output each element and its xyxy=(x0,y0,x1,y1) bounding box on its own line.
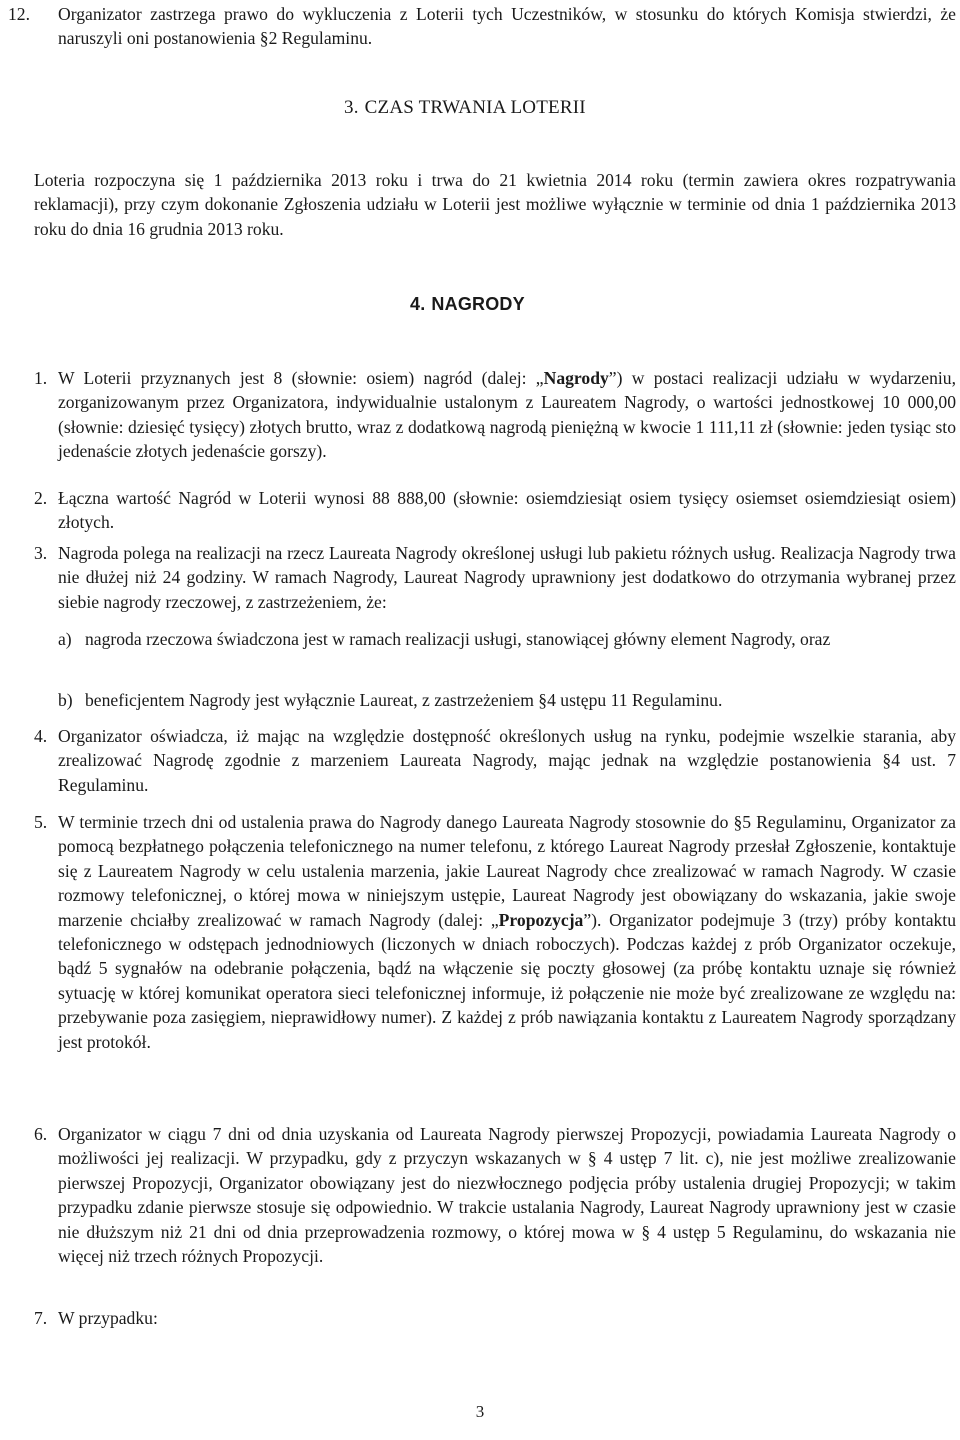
term-propozycja: Propozycja xyxy=(498,909,584,930)
item-4-6-number: 6. xyxy=(34,1124,48,1144)
item-4-5-number: 5. xyxy=(34,812,48,832)
item-4-6-text: Organizator w ciągu 7 dni od dnia uzyskania od Laureata Nagrody pierwszej Propozycji, powiadamia Laureata Nagrody o możliwości jej realizacji. W przypadku, gdy z przyczyn wskazanych w § 4 ustęp 7 lit. c), nie jest możliwe zrealizowanie pierwszej Propozycji, Organizator obowiązany jest do niezwłocznego podjęcia próby ustalenia drugiej Propozycji; w takim przypadku zdanie pierwsze stosuje się odpowiednio. W trakcie ustalania Nagrody, Laureat Nagrody uprawniony jest w czasie nie dłuższym niż 21 dni od dnia przeprowadzenia rozmowy, o której mowa w § 4 ustęp 5 Regulaminu, do wskazania nie więcej niż trzech różnych Propozycji. xyxy=(58,1124,956,1267)
item-4-4-number: 4. xyxy=(34,726,48,746)
item-4-3-a-label: a) xyxy=(58,629,72,649)
section-4-title: NAGRODY xyxy=(431,294,525,314)
item-4-3-b-text: beneficjentem Nagrody jest wyłącznie Laureat, z zastrzeżeniem §4 ustępu 11 Regulaminu. xyxy=(85,690,723,710)
item-4-3-a-text: nagroda rzeczowa świadczona jest w ramach realizacji usługi, stanowiącej główny element Nagrody, oraz xyxy=(85,629,831,649)
item-4-3-text: Nagroda polega na realizacji na rzecz Laureata Nagrody określonej usługi lub pakietu różnych usług. Realizacja Nagrody trwa nie dłużej niż 24 godziny. W ramach Nagrody, Laureat Nagrody uprawniony jest dodatkowo do otrzymania wybranej przez siebie nagrody rzeczowej, z zastrzeżeniem, że: xyxy=(58,543,956,612)
section-4-number: 4. xyxy=(410,294,426,314)
section-3-number: 3. xyxy=(344,97,359,118)
page-number: 3 xyxy=(475,1402,485,1421)
item-4-1-before: W Loterii przyznanych jest 8 (słownie: osiem) nagród (dalej: „ xyxy=(58,368,544,388)
section-3-heading xyxy=(344,96,586,120)
term-nagrody: Nagrody xyxy=(543,368,609,388)
item-4-3-b-label: b) xyxy=(58,690,73,710)
item-4-5-before: W terminie trzech dni od ustalenia prawa do Nagrody danego Laureata Nagrody stosownie do §5 Regulaminu, Organizator za pomocą bezpłatnego połączenia telefonicznego na numer telefonu, z którego Laureat Nagrody przesłał Zgłoszenie, kontaktuje się z Laureatem Nagrody w celu ustalenia marzenia, jakie Laureat Nagrody chce zrealizować w ramach Nagrody. W czasie rozmowy telefonicznej, o której mowa w niniejszym ustępie, Laureat Nagrody jest obowiązany do wskazania, jakie swoje marzenie chciałby zrealizować w ramach Nagrody (dalej: „ xyxy=(58,812,956,930)
item-4-2-number: 2. xyxy=(34,488,48,508)
item-4-7-text: W przypadku: xyxy=(58,1308,158,1328)
item-4-4-text: Organizator oświadcza, iż mając na względzie dostępność określonych usług na rynku, podejmie wszelkie starania, aby zrealizować Nagrodę zgodnie z marzeniem Laureata Nagrody, mając jednak na względzie postanowienia §4 ust. 7 Regulaminu. xyxy=(58,726,956,795)
section-3-title: CZAS TRWANIA LOTERII xyxy=(364,97,586,118)
item-4-3-number: 3. xyxy=(34,543,48,563)
section-4-heading xyxy=(410,292,525,316)
item-4-1-number: 1. xyxy=(34,368,48,388)
item-4-5-text xyxy=(58,810,956,1054)
item-4-1-after: ”) w postaci realizacji udziału w wydarzeniu, zorganizowanym przez Organizatora, indywidualnie ustalonym z Laureatem Nagrody, o wartości jednostkowej 10 000,00 (słownie: dziesięć tysięcy) złotych brutto, wraz z dodatkową nagrodą pieniężną w kwocie 1 111,11 zł (słownie: jeden tysiąc sto jedenaście złotych jedenaście gorszy). xyxy=(58,368,957,462)
item-4-7-number: 7. xyxy=(34,1308,48,1328)
item-4-5-after: ”). Organizator podejmuje 3 (trzy) próby kontaktu telefonicznego w odstępach jednodniowych (liczonych w dniach roboczych). Podczas każdej z prób Organizator oczekuje, bądź 5 sygnałów na odebranie połączenia, bądź na włączenie się poczty głosowej (za próbę kontaktu uznaje się również sytuację w której komunikat operatora sieci telefonicznej informuje, iż połączenie nie może być zrealizowane ze względu na: przebywanie poza zasięgiem, nieprawidłowy numer). Z każdej z prób nawiązania kontaktu z Laureatem Nagrody sporządzany jest protokół. xyxy=(58,909,956,1052)
item-4-2-text: Łączna wartość Nagród w Loterii wynosi 88 888,00 (słownie: osiemdziesiąt osiem tysięcy osiemset osiemdziesiąt osiem) złotych. xyxy=(58,488,956,533)
section-3-paragraph: Loteria rozpoczyna się 1 października 2013 roku i trwa do 21 kwietnia 2014 roku (termin zawiera okres rozpatrywania reklamacji), przy czym dokonanie Zgłoszenia udziału w Loterii jest możliwe wyłącznie w terminie od dnia 1 października 2013 roku do dnia 16 grudnia 2013 roku. xyxy=(34,170,956,239)
item-12-number: 12. xyxy=(8,4,30,24)
item-4-1-text xyxy=(58,366,956,464)
item-12-text: Organizator zastrzega prawo do wykluczenia z Loterii tych Uczestników, w stosunku do których Komisja stwierdzi, że naruszyli oni postanowienia §2 Regulaminu. xyxy=(58,4,956,49)
